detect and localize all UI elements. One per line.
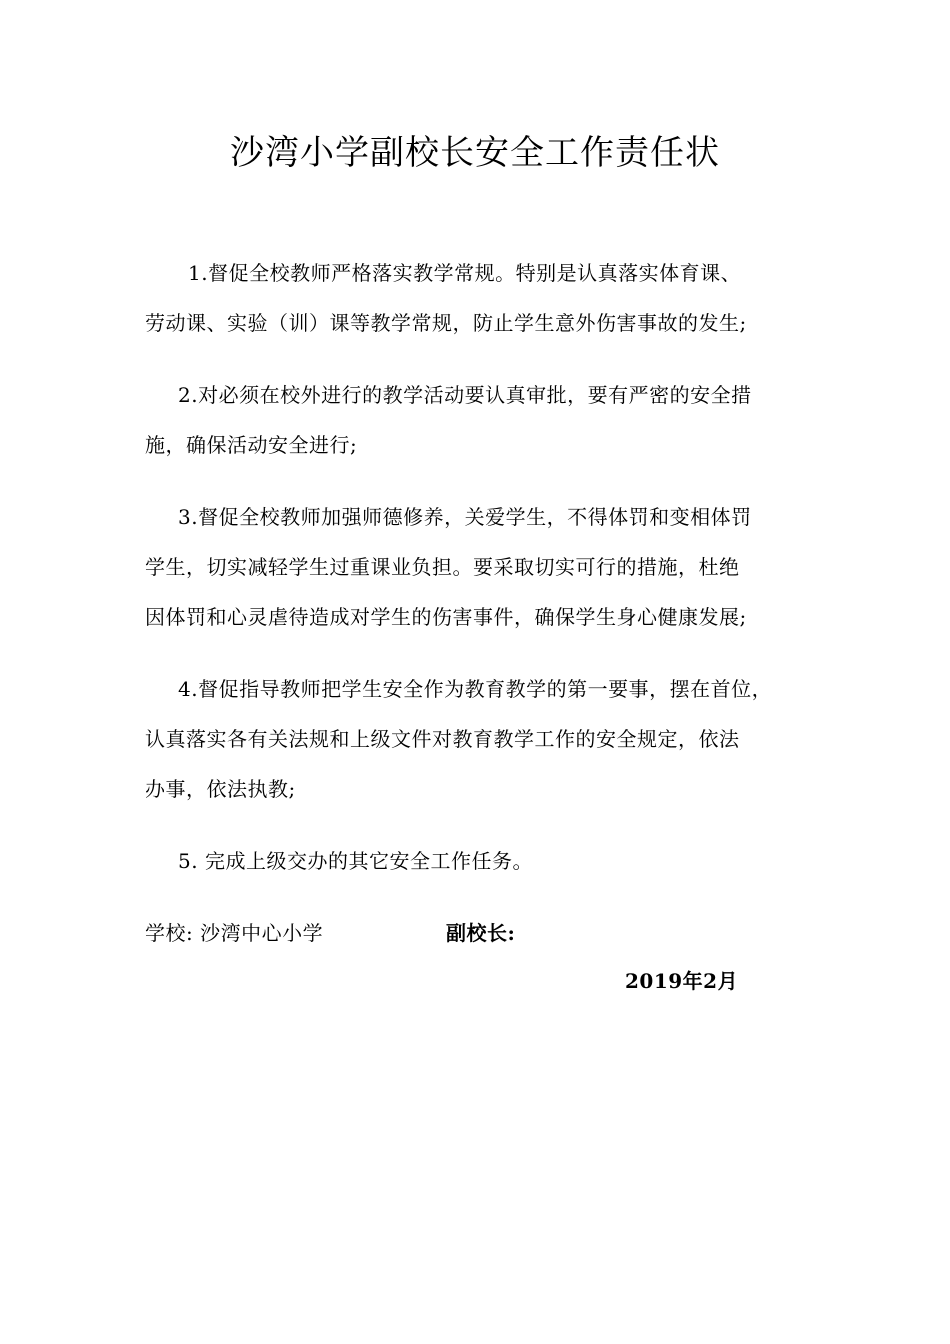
item-3-line-2: 学生，切实减轻学生过重课业负担。要采取切实可行的措施，杜绝 xyxy=(145,555,740,579)
item-2-line-2: 施，确保活动安全进行; xyxy=(145,433,358,457)
footer-school: 学校: 沙湾中心小学 xyxy=(145,921,324,945)
document-title: 沙湾小学副校长安全工作责任状 xyxy=(230,133,720,173)
item-2-line-1: 2.对必须在校外进行的教学活动要认真审批，要有严密的安全措 xyxy=(178,383,752,407)
item-4-line-1: 4.督促指导教师把学生安全作为教育教学的第一要事，摆在首位， xyxy=(178,677,773,701)
footer-date: 2019年2月 xyxy=(625,969,739,993)
item-1-line-2: 劳动课、实验（训）课等教学常规，防止学生意外伤害事故的发生; xyxy=(145,311,747,335)
item-5-line-1: 5. 完成上级交办的其它安全工作任务。 xyxy=(178,849,533,873)
item-3-line-1: 3.督促全校教师加强师德修养，关爱学生，不得体罚和变相体罚 xyxy=(178,505,752,529)
item-3-line-3: 因体罚和心灵虐待造成对学生的伤害事件，确保学生身心健康发展; xyxy=(145,605,747,629)
item-4-line-2: 认真落实各有关法规和上级文件对教育教学工作的安全规定，依法 xyxy=(145,727,740,751)
item-4-line-3: 办事，依法执教; xyxy=(145,777,296,801)
footer-vice-principal: 副校长: xyxy=(446,921,516,945)
item-1-line-1: 1.督促全校教师严格落实教学常规。特别是认真落实体育课、 xyxy=(188,261,742,285)
